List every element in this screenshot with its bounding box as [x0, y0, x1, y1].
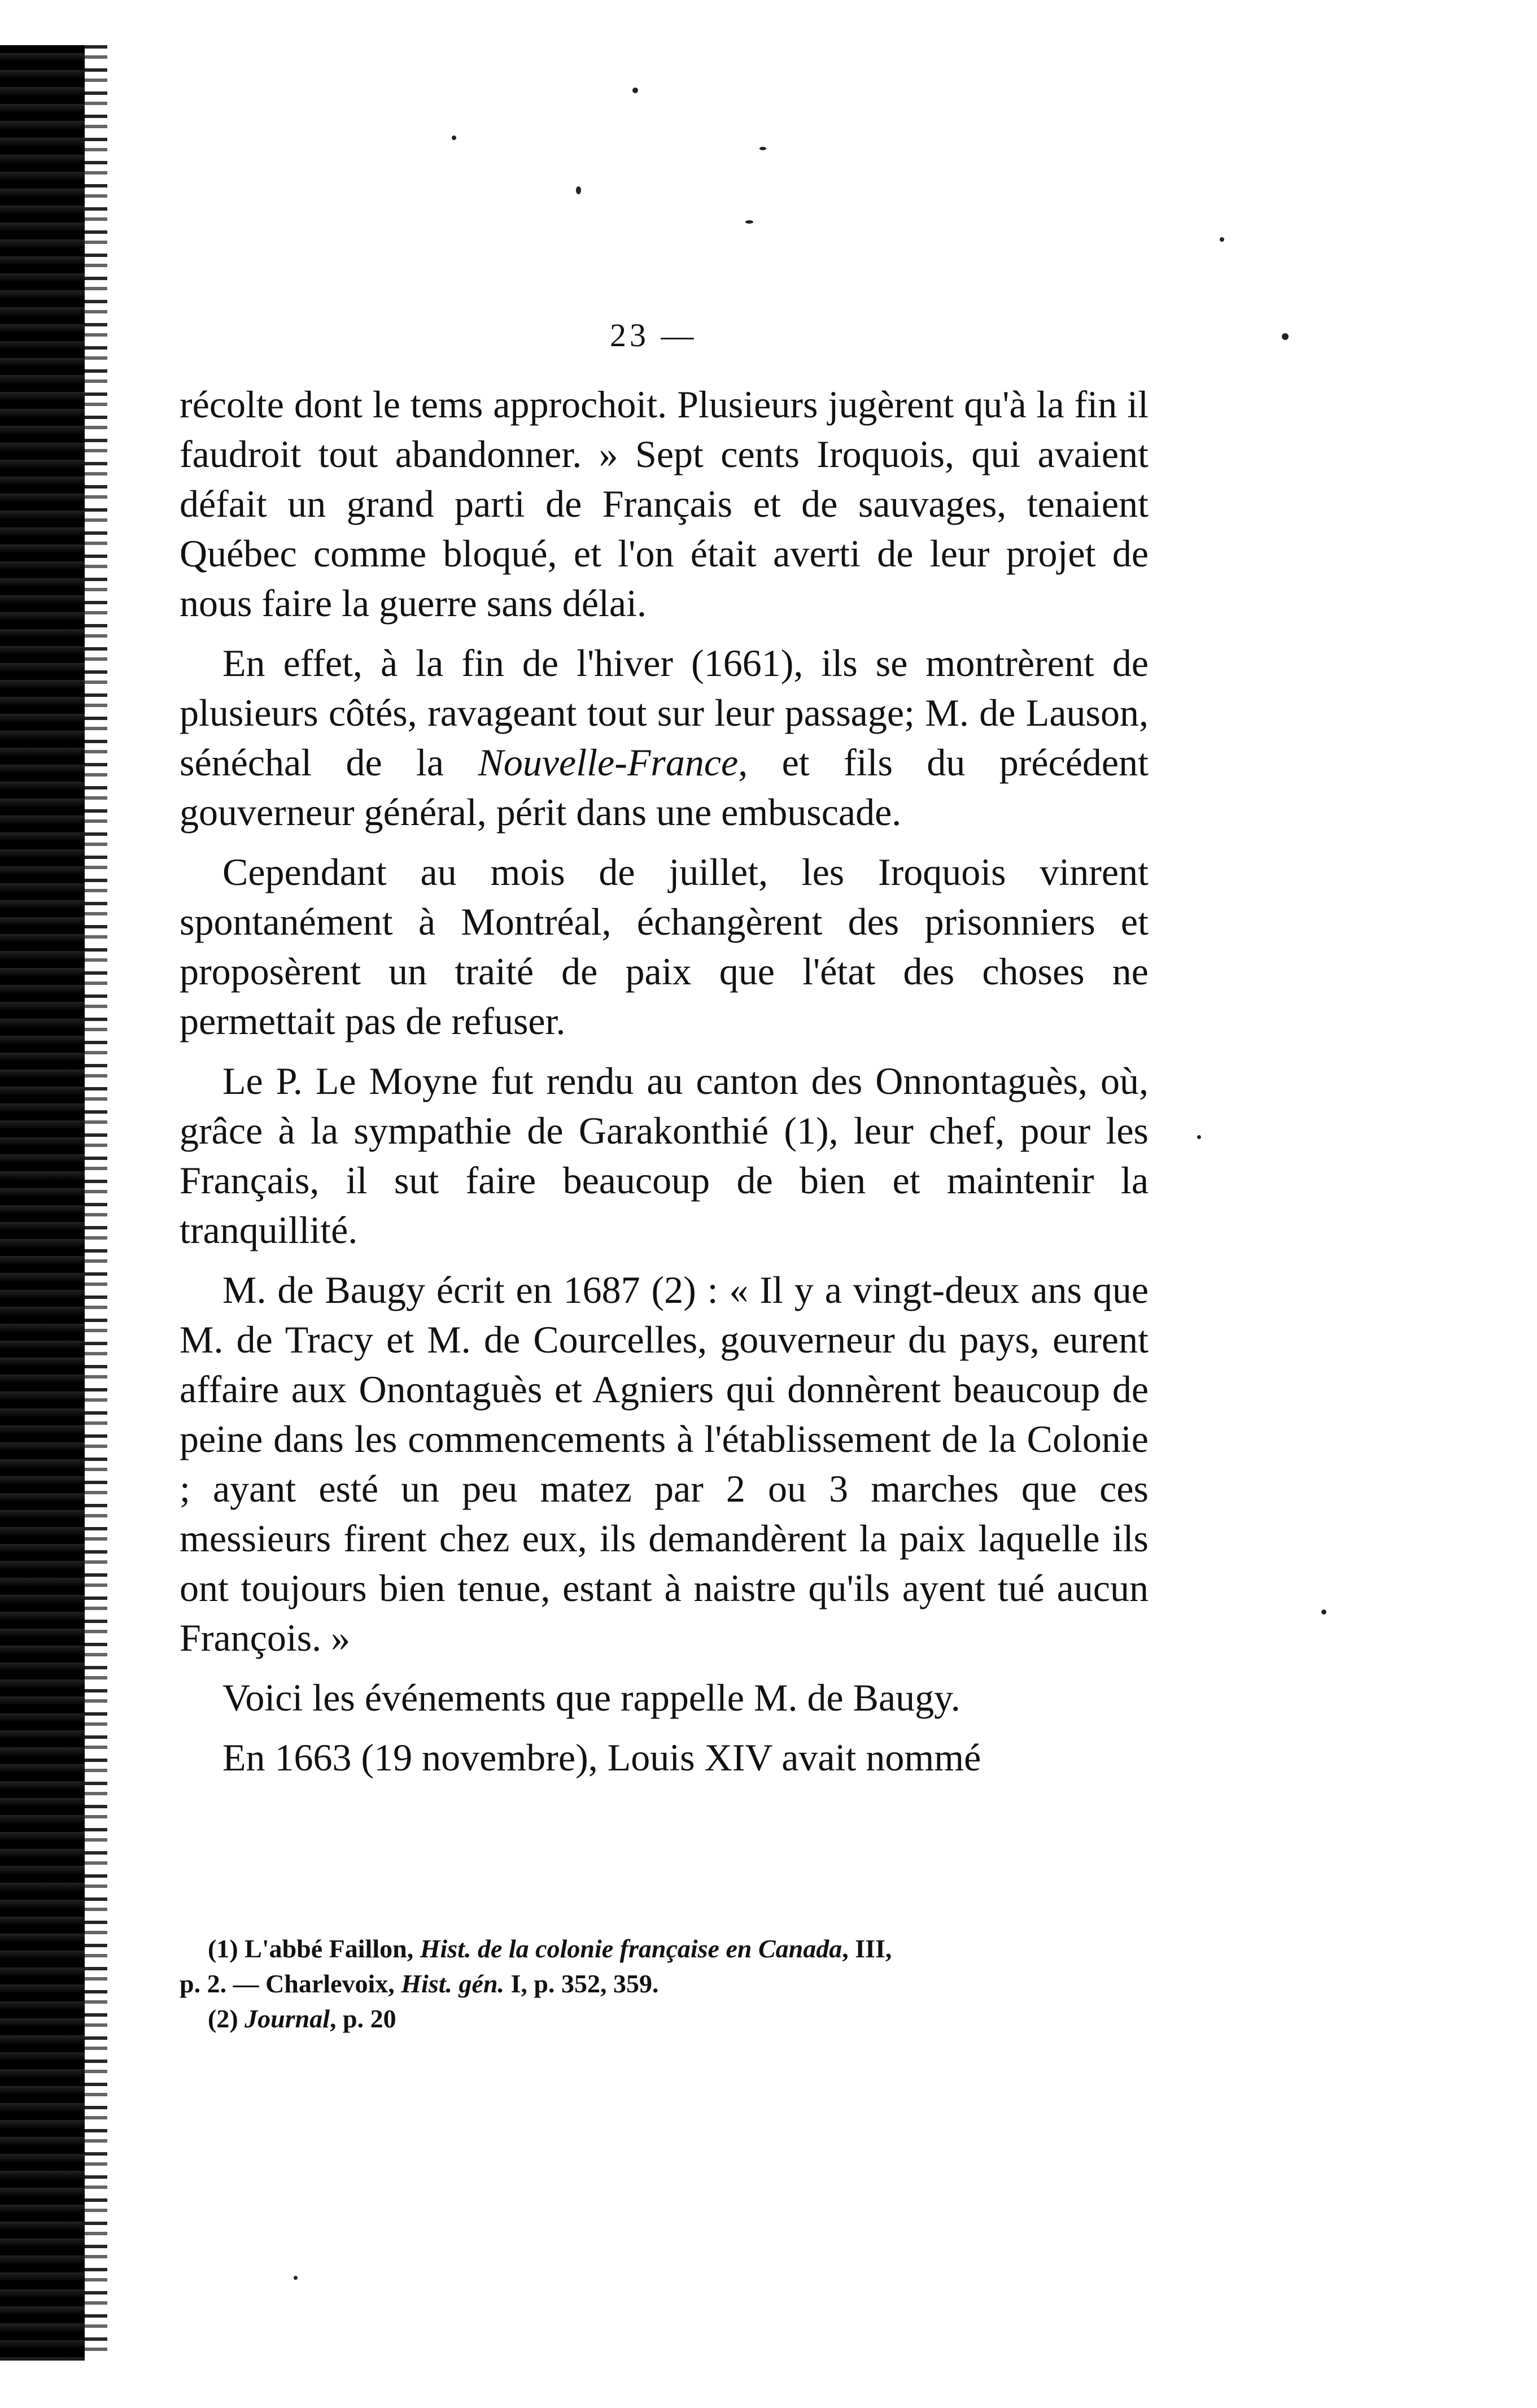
- footnote-text: (1) L'abbé Faillon,: [208, 1934, 420, 1963]
- paragraph-text: Voici les événements que rappelle M. de Baugy.: [222, 1676, 960, 1719]
- scan-binding-fringe: [85, 45, 107, 2361]
- scan-speck: [1197, 1135, 1201, 1139]
- footnote-title: Journal: [244, 2004, 330, 2033]
- paragraph: [180, 1733, 1149, 1782]
- scan-speck: [632, 88, 638, 93]
- scan-speck: [1282, 333, 1289, 340]
- footnote-title: Hist. gén.: [401, 1969, 505, 1998]
- footnote-text: I, p. 352, 359.: [504, 1969, 659, 1998]
- scan-speck: [1321, 1609, 1326, 1615]
- scan-speck: [1220, 237, 1224, 242]
- scan-speck: [452, 136, 456, 140]
- paragraph-text: En 1663 (19 novembre), Louis XIV avait nommé: [222, 1736, 981, 1779]
- footnote-1-continued: [180, 1966, 1149, 2001]
- paragraph-text: M. de Baugy écrit en 1687 (2) : « Il y a vingt-deux ans que M. de Tracy et M. de Courcelles, gouverneur du pays, eurent affaire aux Onontaguès et Agniers qui donnèrent beaucoup de peine dans les commencements à l'établissement de la Colonie ; ayant esté un peu matez par 2 ou 3 marches que ces messieurs firent chez eux, ils demandèrent la paix laquelle ils ont toujours bien tenue, estant à naistre qu'ils ayent tué aucun François. »: [180, 1268, 1149, 1659]
- paragraph-text: En effet, à la fin de l'hiver (1661), ils se montrèrent de plusieurs côtés, ravageant tout sur leur passage; M. de Lauson, sénéchal de la: [180, 642, 1149, 784]
- page-number: 23 —: [610, 317, 697, 354]
- scan-speck: [576, 186, 581, 194]
- paragraph: [180, 1056, 1149, 1255]
- italic-term: Nouvelle-France: [478, 741, 739, 784]
- footnote-text: p. 2. — Charlevoix,: [180, 1969, 401, 1998]
- footnote-title: Hist. de la colonie française en Canada: [420, 1934, 842, 1963]
- scan-binding-edge: [0, 45, 85, 2361]
- scan-speck: [759, 147, 766, 150]
- footnote-text: , III,: [842, 1934, 892, 1963]
- paragraph: [180, 1265, 1149, 1663]
- footnote-text: (2): [208, 2004, 245, 2033]
- paragraph: [180, 1673, 1149, 1722]
- scan-speck: [745, 220, 753, 224]
- footnotes: [180, 1931, 1149, 2036]
- paragraph-text: Cependant au mois de juillet, les Iroquois vinrent spontanément à Montréal, échangèrent des prisonniers et proposèrent un traité de paix que l'état des choses ne permettait pas de refuser.: [180, 850, 1149, 1042]
- paragraph-text: Le P. Le Moyne fut rendu au canton des Onnontaguès, où, grâce à la sympathie de Garakonthié (1), leur chef, pour les Français, il sut faire beaucoup de bien et maintenir la tranquillité.: [180, 1059, 1149, 1251]
- paragraph: [180, 379, 1149, 628]
- footnote-2: [180, 2001, 1149, 2036]
- scan-speck: [294, 2276, 298, 2280]
- paragraph: [180, 847, 1149, 1046]
- footnote-1: [180, 1931, 1149, 1966]
- paragraph-text: récolte dont le tems approchoit. Plusieurs jugèrent qu'à la fin il faudroit tout abandonner. » Sept cents Iroquois, qui avaient défait un grand parti de Français et de sauvages, tenaient Québec comme bloqué, et l'on était averti de leur projet de nous faire la guerre sans délai.: [180, 383, 1149, 625]
- body-text: [180, 379, 1149, 1792]
- footnote-text: , p. 20: [330, 2004, 396, 2033]
- paragraph-text: , et fils du précédent gouverneur général, périt dans une embuscade.: [180, 741, 1149, 834]
- paragraph: [180, 638, 1149, 837]
